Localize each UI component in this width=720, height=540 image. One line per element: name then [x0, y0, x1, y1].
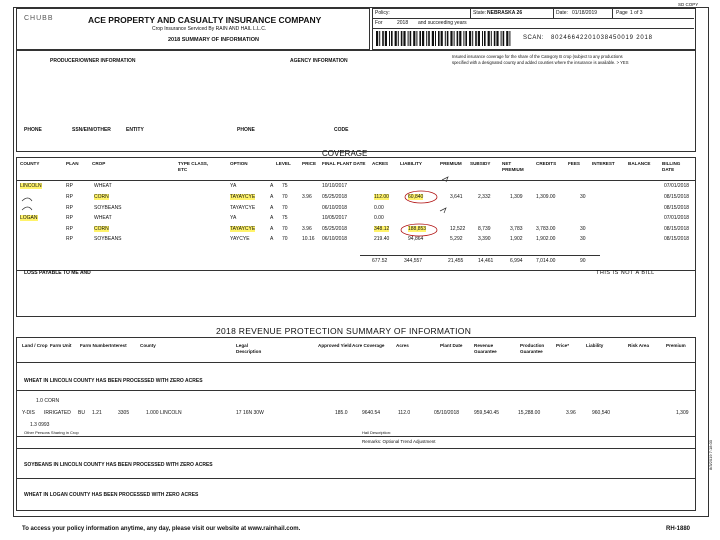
coverage-col-header: PREMIUM — [440, 161, 462, 166]
page-label: Page — [616, 10, 628, 16]
coverage-cell-price: 70 — [282, 194, 288, 200]
rp-detail-plant: 05/10/2018 — [434, 410, 460, 416]
coverage-cell-price: 70 — [282, 236, 288, 242]
rp-detail-acre_cov: 9640.54 — [362, 410, 381, 416]
barcode-bar — [488, 31, 490, 46]
coverage-cell-price: 70 — [282, 205, 288, 211]
phone-label: PHONE — [24, 127, 42, 133]
coverage-cell-option: YA — [230, 215, 237, 221]
barcode-bar — [419, 31, 421, 46]
barcode-bar — [441, 31, 443, 46]
scan-label: SCAN: — [523, 35, 544, 41]
coverage-col-header: TYPE CLASS, ETC — [178, 161, 209, 172]
coverage-cell-fees: 30 — [580, 236, 586, 242]
barcode-bar — [445, 31, 446, 46]
serviced-by: Crop Insurance Serviced By RAIN AND HAIL L.L.C. — [152, 26, 267, 32]
coverage-cell-price2: 10.16 — [302, 236, 315, 242]
coverage-cell-liability: 60,840 — [408, 194, 424, 200]
date-label: Date: — [556, 10, 568, 16]
rp-title: 2018 REVENUE PROTECTION SUMMARY OF INFORMATION — [216, 326, 472, 336]
coverage-cell-level: A — [270, 215, 274, 221]
barcode-bar — [385, 31, 387, 46]
barcode-bar — [482, 31, 483, 46]
coverage-total-acres: 677.52 — [372, 258, 388, 264]
rp-sub-line: 1.3 0993 — [30, 422, 50, 428]
coverage-cell-subsidy: 2,332 — [478, 194, 491, 200]
coverage-cell-plan: RP — [66, 236, 73, 242]
rp-col-header: Interest — [110, 343, 127, 348]
coverage-cell-acres: 0.00 — [374, 205, 384, 211]
coverage-col-header: FEES — [568, 161, 580, 166]
copy-label: SD COPY — [678, 2, 699, 7]
rp-detail-liability: 960,540 — [592, 410, 611, 416]
rp-detail-county: LINCOLN — [160, 410, 182, 416]
not-a-bill: THIS IS NOT A BILL — [596, 270, 655, 276]
barcode-bar — [413, 31, 415, 46]
coverage-cell-plan: RP — [66, 226, 73, 232]
coverage-col-header: NET PREMIUM — [502, 161, 524, 172]
coverage-cell-crop: WHEAT — [94, 215, 112, 221]
barcode-bar — [509, 31, 510, 46]
barcode-bar — [416, 31, 417, 46]
rp-detail-legal: 17 16N 30W — [236, 410, 264, 416]
coverage-col-header: COUNTY — [20, 161, 40, 166]
coverage-cell-credits: 1,309.00 — [536, 194, 556, 200]
rp-col-header: Revenue Guarantee — [474, 343, 497, 354]
coverage-cell-credits: 1,902.00 — [536, 236, 556, 242]
coverage-cell-acres: 219.40 — [374, 236, 390, 242]
barcode-bar — [389, 31, 390, 46]
coverage-col-header: CROP — [92, 161, 106, 166]
year-suffix: and succeeding years — [418, 20, 467, 26]
year-value: 2018 — [397, 20, 409, 26]
rp-col-header: Risk Area — [628, 343, 650, 348]
rp-col-header: Premium — [666, 343, 686, 348]
rp-detail-price: 3.96 — [566, 410, 576, 416]
coverage-col-header: BILLING DATE — [662, 161, 681, 172]
coverage-cell-credits: 3,783.00 — [536, 226, 556, 232]
coverage-cell-billing: 07/01/2018 — [664, 183, 690, 189]
coverage-total-liability: 344,557 — [404, 258, 423, 264]
rp-detail-acres: 112.0 — [398, 410, 411, 416]
barcode-bar — [401, 31, 403, 46]
agency-label: AGENCY INFORMATION — [290, 58, 348, 64]
rp-col-header: County — [140, 343, 156, 348]
rp-detail-practice: IRRIGATED — [44, 410, 71, 416]
barcode-bar — [435, 31, 436, 46]
coverage-cell-billing: 08/15/2018 — [664, 194, 690, 200]
other-persons: Other Persons Sharing in Crop — [24, 430, 79, 435]
coverage-cell-crop: CORN — [94, 226, 109, 232]
coverage-cell-premium: 12,522 — [450, 226, 466, 232]
barcode-bar — [494, 31, 496, 46]
coverage-cell-plan: RP — [66, 205, 73, 211]
barcode-bar — [403, 31, 405, 46]
coverage-cell-fees: 30 — [580, 226, 586, 232]
coverage-cell-level: A — [270, 226, 274, 232]
coverage-cell-crop: CORN — [94, 194, 109, 200]
coverage-cell-level: A — [270, 183, 274, 189]
coverage-cell-plan: RP — [66, 215, 73, 221]
coverage-col-header: OPTION — [230, 161, 248, 166]
rp-col-header: Farm Unit — [50, 343, 72, 348]
note-line2: specified with a designated county and added counties where the insurance is available. > YES — [452, 60, 629, 65]
ssn-label: SSN/EIN/OTHER — [72, 127, 111, 133]
remarks: Remarks: Optional Trend Adjustment — [362, 439, 436, 444]
coverage-cell-net: 3,783 — [510, 226, 523, 232]
rp-section-wheat-logan: WHEAT IN LOGAN COUNTY HAS BEEN PROCESSED WITH ZERO ACRES — [24, 492, 199, 498]
coverage-cell-level: A — [270, 236, 274, 242]
coverage-cell-acres: 348.12 — [374, 226, 390, 232]
barcode-bar — [428, 31, 430, 46]
coverage-cell-final: 05/25/2018 — [322, 226, 348, 232]
coverage-cell-final: 10/10/2017 — [322, 183, 348, 189]
coverage-cell-acres: 0.00 — [374, 215, 384, 221]
barcode — [376, 31, 514, 46]
note-line1: Insured insurance coverage for the share of the Category B crop (subject to any productions — [452, 54, 623, 59]
barcode-bar — [447, 31, 449, 46]
rp-col-header: Acres — [396, 343, 409, 348]
rp-detail-interest: 1.000 — [146, 410, 159, 416]
coverage-cell-liability: 94,864 — [408, 236, 424, 242]
coverage-cell-billing: 07/01/2018 — [664, 215, 690, 221]
barcode-bar — [478, 31, 480, 46]
loss-payable-box — [16, 266, 696, 317]
rp-col-header: Production Guarantee — [520, 343, 545, 354]
coverage-cell-premium: 3,641 — [450, 194, 463, 200]
rp-detail-prod_guar: 15,288.00 — [518, 410, 541, 416]
policy-label: Policy: — [375, 10, 390, 16]
barcode-bar — [382, 31, 384, 46]
coverage-cell-acres: 112.00 — [374, 194, 389, 200]
coverage-col-header: LEVEL — [276, 161, 291, 166]
coverage-cell-premium: 5,292 — [450, 236, 463, 242]
coverage-cell-billing: 08/15/2018 — [664, 226, 690, 232]
rp-detail-type: Y-DIS — [22, 410, 35, 416]
barcode-bar — [484, 31, 486, 46]
barcode-bar — [422, 31, 424, 46]
coverage-cell-plan: RP — [66, 183, 73, 189]
barcode-bar — [438, 31, 440, 46]
loss-payable: LOSS PAYABLE TO ME AND — [24, 270, 91, 276]
phone2-label: PHONE — [237, 127, 255, 133]
rp-detail-rev_guar: 959,540.45 — [474, 410, 500, 416]
coverage-cell-crop: WHEAT — [94, 183, 112, 189]
barcode-bar — [469, 31, 471, 46]
rp-col-header: Acre Coverage — [352, 343, 385, 348]
scan-value: 80246642201038450019 2018 — [551, 35, 653, 41]
hail-description: Hail Description: — [362, 430, 392, 435]
coverage-cell-level: A — [270, 205, 274, 211]
rp-col-header: Plant Date — [440, 343, 463, 348]
coverage-cell-county: LINCOLN — [20, 183, 42, 189]
date-value: 01/18/2019 — [572, 10, 598, 16]
rp-section-soybeans-lincoln: SOYBEANS IN LINCOLN COUNTY HAS BEEN PROCESSED WITH ZERO ACRES — [24, 462, 213, 468]
coverage-cell-billing: 08/15/2018 — [664, 205, 690, 211]
rp-col-header: Liability — [586, 343, 604, 348]
coverage-table — [16, 157, 696, 271]
rp-box — [16, 337, 696, 511]
coverage-col-header: CREDITS — [536, 161, 557, 166]
rp-col-header: Price* — [556, 343, 570, 348]
state-value: NEBRASKA 26 — [487, 10, 523, 16]
barcode-bar — [410, 31, 412, 46]
barcode-bar — [376, 31, 378, 46]
rp-detail-farm: 3305 — [118, 410, 130, 416]
barcode-bar — [432, 31, 434, 46]
rp-col-header: Approved Yield — [318, 343, 352, 348]
coverage-col-header: ACRES — [372, 161, 389, 166]
rp-col-header: Land / Crop — [22, 343, 48, 348]
producer-label: PRODUCER/OWNER INFORMATION — [50, 58, 136, 64]
coverage-title: COVERAGE — [322, 149, 368, 158]
rp-col-header: Farm Number — [80, 343, 110, 348]
barcode-bar — [459, 31, 461, 46]
rp-crop-line: 1.0 CORN — [36, 398, 60, 404]
barcode-bar — [491, 31, 492, 46]
coverage-cell-option: TAYAYCYE — [230, 226, 256, 232]
rp-detail-premium: 1,309 — [676, 410, 689, 416]
coverage-cell-subsidy: 8,739 — [478, 226, 491, 232]
barcode-bar — [395, 31, 397, 46]
state-label: State: — [473, 10, 487, 16]
coverage-cell-final: 05/25/2018 — [322, 194, 348, 200]
coverage-col-header: INTEREST — [592, 161, 615, 166]
summary-title: 2018 SUMMARY OF INFORMATION — [168, 37, 259, 43]
rp-col-header: Legal Description — [236, 343, 262, 354]
barcode-bar — [463, 31, 464, 46]
coverage-col-header: LIABILITY — [400, 161, 422, 166]
coverage-cell-price: 70 — [282, 226, 288, 232]
coverage-cell-price2: 3.96 — [302, 226, 312, 232]
coverage-cell-option: TAYAYCYE — [230, 194, 256, 200]
barcode-bar — [501, 31, 502, 46]
footer-text: To access your policy information anytime, any day, please visit our website at www.rainhail.com. — [22, 526, 301, 532]
barcode-bar — [379, 31, 380, 46]
company-name: ACE PROPERTY AND CASUALTY INSURANCE COMPANY — [88, 15, 322, 25]
coverage-cell-fees: 30 — [580, 194, 586, 200]
barcode-bar — [408, 31, 409, 46]
coverage-cell-liability: 188,853 — [408, 226, 427, 232]
coverage-cell-final: 06/10/2018 — [322, 236, 348, 242]
coverage-col-header: PLAN — [66, 161, 79, 166]
barcode-bar — [426, 31, 427, 46]
barcode-bar — [391, 31, 393, 46]
coverage-total-premium: 21,455 — [448, 258, 464, 264]
coverage-cell-level: A — [270, 194, 274, 200]
coverage-col-header: SUBSIDY — [470, 161, 491, 166]
rp-detail-unit: BU — [78, 410, 85, 416]
coverage-cell-option: YAYCYE — [230, 236, 250, 242]
coverage-cell-final: 06/10/2018 — [322, 205, 348, 211]
coverage-cell-price: 75 — [282, 183, 288, 189]
coverage-cell-option: TAYAYCYE — [230, 205, 256, 211]
rp-section-wheat-lincoln: WHEAT IN LINCOLN COUNTY HAS BEEN PROCESSED WITH ZERO ACRES — [24, 378, 203, 384]
coverage-cell-billing: 08/15/2018 — [664, 236, 690, 242]
barcode-bar — [457, 31, 459, 46]
side-stamp: 8/3/2019 7:18:00 — [708, 439, 713, 470]
form-number: RH-1880 — [666, 526, 691, 532]
coverage-cell-option: YA — [230, 183, 237, 189]
rp-detail-unit_no: 1.21 — [92, 410, 102, 416]
coverage-cell-plan: RP — [66, 194, 73, 200]
coverage-cell-crop: SOYBEANS — [94, 236, 122, 242]
barcode-graphic — [376, 31, 514, 46]
company-logo: CHUBB — [24, 15, 54, 22]
barcode-bar — [475, 31, 477, 46]
barcode-bar — [465, 31, 467, 46]
coverage-cell-final: 10/05/2017 — [322, 215, 348, 221]
barcode-bar — [398, 31, 399, 46]
barcode-bar — [503, 31, 505, 46]
coverage-cell-price: 75 — [282, 215, 288, 221]
rp-detail-yield: 185.0 — [335, 410, 348, 416]
coverage-cell-price2: 3.96 — [302, 194, 312, 200]
barcode-bar — [472, 31, 473, 46]
coverage-cell-crop: SOYBEANS — [94, 205, 122, 211]
coverage-cell-subsidy: 3,390 — [478, 236, 491, 242]
coverage-cell-county: LOGAN — [20, 215, 38, 221]
coverage-col-header: PRICE — [302, 161, 317, 166]
coverage-total-net: 6,994 — [510, 258, 523, 264]
coverage-total-subsidy: 14,461 — [478, 258, 494, 264]
page-value: 1 of 3 — [630, 10, 643, 16]
coverage-total-credits: 7,014.00 — [536, 258, 556, 264]
coverage-col-header: FINAL PLANT DATE — [322, 161, 366, 166]
coverage-col-header: BALANCE — [628, 161, 651, 166]
barcode-bar — [454, 31, 455, 46]
coverage-total-fees: 90 — [580, 258, 586, 264]
coverage-cell-net: 1,309 — [510, 194, 523, 200]
barcode-bar — [450, 31, 452, 46]
coverage-cell-net: 1,902 — [510, 236, 523, 242]
entity-label: ENTITY — [126, 127, 144, 133]
barcode-bar — [506, 31, 508, 46]
for-label: For — [375, 20, 383, 26]
barcode-bar — [496, 31, 498, 46]
code-label: CODE — [334, 127, 349, 133]
